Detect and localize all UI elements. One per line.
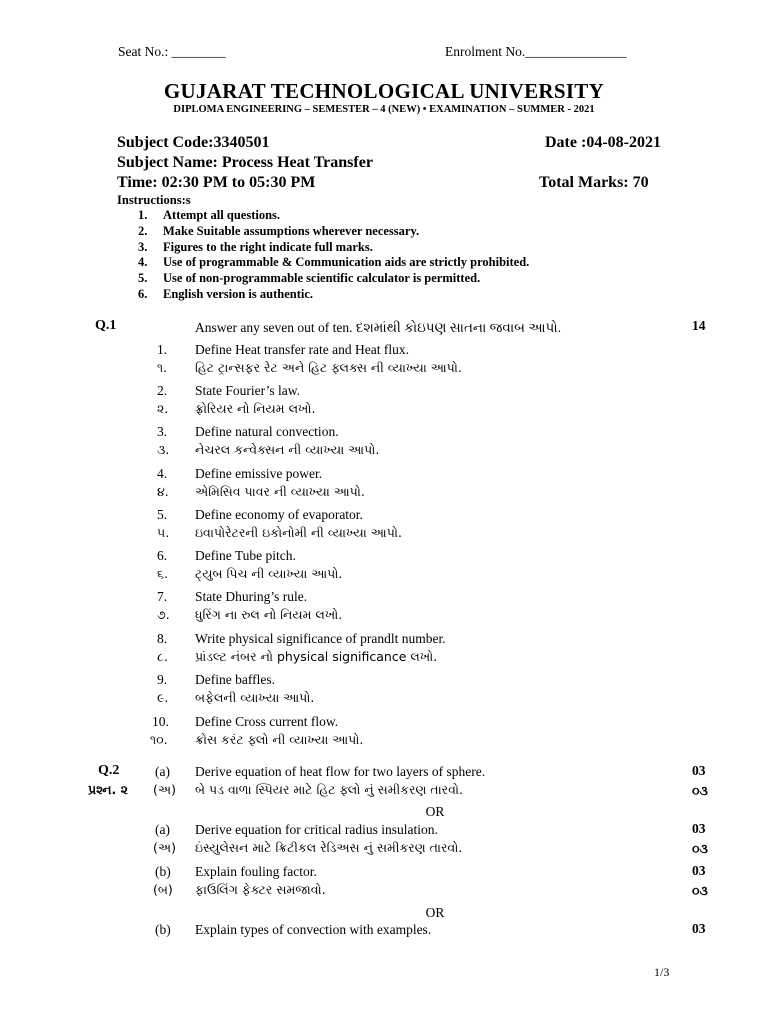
enrolment-number-field: Enrolment No._______________	[445, 44, 627, 59]
item-number: 2.	[157, 383, 168, 398]
item-gujarati-number: ૧૦.	[150, 732, 168, 747]
item-gujarati-number: ૧.	[157, 360, 168, 375]
sub-label: (a)	[155, 764, 170, 779]
item-number: 4.	[157, 466, 168, 481]
exam-date: Date :04-08-2021	[545, 134, 661, 151]
instruction-num: 5.	[138, 271, 148, 285]
question-label: Q.1	[95, 318, 117, 333]
item-number: 6.	[157, 548, 168, 563]
item-gujarati-number: ૭.	[157, 607, 170, 622]
exam-time: Time: 02:30 PM to 05:30 PM	[117, 174, 316, 191]
sub-marks: 03	[692, 821, 706, 836]
instruction-num: 3.	[138, 240, 148, 254]
question-intro: Answer any seven out of ten. દશમાંથી કોઇપણ સાતના જવાબ આપો.	[195, 320, 562, 335]
item-gujarati-number: ૩.	[157, 442, 170, 457]
instruction-num: 2.	[138, 224, 148, 238]
sub-question-text: Explain types of convection with examples.	[195, 922, 432, 937]
university-title: GUJARAT TECHNOLOGICAL UNIVERSITY	[163, 79, 605, 103]
question-gujarati-label: પ્રશ્ન. ૨	[88, 782, 128, 797]
instruction-text: Figures to the right indicate full marks.	[163, 240, 373, 254]
item-number: 8.	[157, 631, 168, 646]
or-divider: OR	[425, 804, 445, 819]
sub-gujarati-label: (અ)	[153, 840, 176, 855]
item-number: 7.	[157, 589, 168, 604]
item-english-text: State Fourier’s law.	[195, 383, 300, 398]
subject-code: Subject Code:3340501	[117, 134, 270, 151]
question-label: Q.2	[98, 763, 120, 778]
item-number: 9.	[157, 672, 168, 687]
instruction-num: 6.	[138, 287, 148, 301]
sub-label: (b)	[155, 864, 171, 879]
item-number: 3.	[157, 424, 168, 439]
sub-label: (a)	[155, 822, 170, 837]
item-gujarati-text: ઇવાપોરેટરની ઇકોનોમી ની વ્યાખ્યા આપો.	[195, 525, 402, 540]
sub-marks: 03	[692, 763, 706, 778]
total-marks: Total Marks: 70	[539, 174, 649, 191]
item-english-text: Define baffles.	[195, 672, 275, 687]
item-gujarati-number: ૯.	[157, 690, 169, 705]
item-gujarati-number: ૫.	[157, 525, 170, 540]
item-english-text: Define Tube pitch.	[195, 548, 296, 563]
item-gujarati-text: એમિસિવ પાવર ની વ્યાખ્યા આપો.	[195, 484, 365, 499]
sub-gujarati-marks: ૦૩	[692, 883, 708, 898]
item-english-text: Define economy of evaporator.	[195, 507, 363, 522]
item-gujarati-number: ૨.	[157, 401, 169, 416]
item-gujarati-text: ટ્યુબ પિચ ની વ્યાખ્યા આપો.	[195, 566, 343, 581]
item-english-text: Write physical significance of prandlt number.	[195, 631, 446, 646]
item-english-text: Define Heat transfer rate and Heat flux.	[195, 342, 410, 357]
item-english-text: Define Cross current flow.	[195, 714, 339, 729]
item-english-text: Define natural convection.	[195, 424, 339, 439]
item-gujarati-text: ફ્રોરિયર નો નિયમ લખો.	[195, 401, 316, 416]
instruction-num: 1.	[138, 208, 148, 222]
page-number: 1/3	[654, 965, 670, 979]
seat-number-field: Seat No.: ________	[118, 44, 226, 59]
item-number: 10.	[152, 714, 169, 729]
item-english-text: State Dhuring’s rule.	[195, 589, 308, 604]
item-gujarati-number: ૮.	[157, 649, 168, 664]
sub-question-text: Explain fouling factor.	[195, 864, 317, 879]
instructions-heading: Instructions:s	[117, 193, 191, 207]
instruction-num: 4.	[138, 255, 148, 269]
sub-gujarati-label: (બ)	[153, 882, 173, 897]
instruction-text: Use of non-programmable scientific calculator is permitted.	[163, 271, 481, 285]
item-gujarati-text: હિટ ટ્રાન્સફર રેટ અને હિટ ફ્લક્સ ની વ્યાખ્યા આપો.	[195, 360, 462, 375]
sub-gujarati-marks: ૦૩	[692, 783, 708, 798]
sub-gujarati-label: (અ)	[153, 782, 176, 797]
sub-gujarati-text: ફાઉલિંગ ફેક્ટર સમજાવો.	[195, 882, 326, 897]
item-gujarati-text: પ્રાંડલ્ટ નંબર નો physical significance લખો.	[195, 649, 438, 664]
sub-gujarati-marks: ૦૩	[692, 841, 708, 856]
subject-name: Subject Name: Process Heat Transfer	[117, 154, 373, 171]
sub-question-text: Derive equation of heat flow for two layers of sphere.	[195, 764, 486, 779]
sub-marks: 03	[692, 921, 706, 936]
instruction-text: English version is authentic.	[163, 287, 314, 301]
instruction-text: Use of programmable & Communication aids are strictly prohibited.	[163, 255, 530, 269]
item-gujarati-number: ૬.	[157, 566, 168, 581]
item-gujarati-text: બફેલની વ્યાખ્યા આપો.	[195, 690, 315, 705]
item-gujarati-number: ૪.	[157, 484, 169, 499]
instruction-text: Make Suitable assumptions wherever necessary.	[163, 224, 420, 238]
item-number: 5.	[157, 507, 168, 522]
sub-gujarati-text: બે પડ વાળા સ્પિયર માટે હિટ ફ્લો નું સમીકરણ તારવો.	[195, 782, 464, 797]
exam-line: DIPLOMA ENGINEERING – SEMESTER – 4 (NEW) • EXAMINATION – SUMMER - 2021	[173, 104, 595, 115]
sub-marks: 03	[692, 863, 706, 878]
item-gujarati-text: નેચરલ કન્વેક્સન ની વ્યાખ્યા આપો.	[195, 442, 380, 457]
question-marks: 14	[692, 318, 706, 333]
sub-label: (b)	[155, 922, 171, 937]
item-number: 1.	[157, 342, 168, 357]
sub-question-text: Derive equation for critical radius insulation.	[195, 822, 438, 837]
or-divider: OR	[425, 905, 445, 920]
item-gujarati-text: ક્રોસ કરંટ ફ્લો ની વ્યાખ્યા આપો.	[195, 732, 364, 747]
instruction-text: Attempt all questions.	[163, 208, 281, 222]
item-english-text: Define emissive power.	[195, 466, 323, 481]
sub-gujarati-text: ઇંસ્યુલેસન માટે ક્રિટીકલ રેડિઅસ નું સમીકરણ તારવો.	[195, 840, 463, 855]
item-gujarati-text: ધુરિંગ ના રુલ નો નિયમ લખો.	[195, 607, 343, 622]
